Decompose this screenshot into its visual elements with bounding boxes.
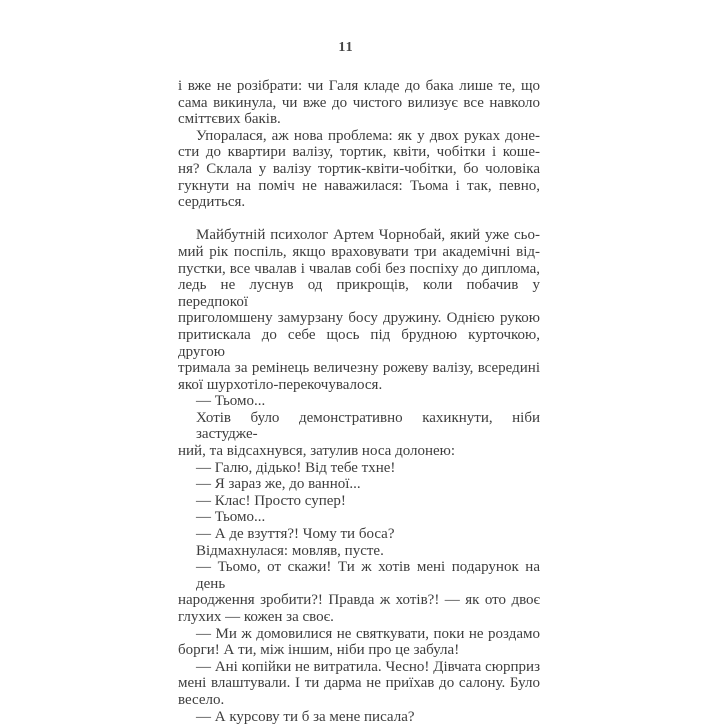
text-line: сти до квартири валізу, тортик, квіти, чобітки і коше-: [178, 144, 540, 161]
paragraph: [178, 509, 540, 526]
text-line: Майбутній психолог Артем Чорнобай, який уже сьо-: [196, 227, 540, 244]
text-line: Упоралася, аж нова проблема: як у двох руках доне-: [196, 127, 540, 144]
text-line: ний, та відсахнувся, затулив носа долонею:: [178, 443, 456, 460]
text-line: — Клас! Просто супер!: [196, 492, 346, 509]
text-line: пустки, все чвалав і чвалав собі без поспіху до диплома,: [178, 260, 540, 277]
text-line: весело.: [178, 691, 225, 708]
paragraph: [178, 626, 540, 659]
text-line: Відмахнулася: мовляв, пусте.: [196, 542, 384, 559]
text-line: Хотів було демонстративно кахикнути, ніби застудже-: [196, 409, 540, 443]
text-column: [178, 78, 540, 725]
paragraph: [178, 476, 540, 493]
text-line: — Тьомо...: [196, 509, 266, 526]
text-line: — Ані копійки не витратила. Чесно! Дівчата сюрприз: [196, 658, 540, 675]
text-line: приголомшену замурзану босу дружину. Однією рукою: [178, 310, 540, 327]
paragraph: [178, 709, 540, 725]
text-line: — Тьомо...: [196, 393, 266, 410]
paragraph: [178, 128, 540, 211]
paragraph: [178, 393, 540, 410]
paragraph: [178, 78, 540, 128]
text-line: сміттєвих баків.: [178, 111, 281, 128]
paragraph: [178, 227, 540, 393]
paragraph: [178, 543, 540, 560]
text-line: глухих — кожен за своє.: [178, 609, 334, 625]
text-line: борги! А ти, між іншим, ніби про це забула!: [178, 642, 460, 659]
text-line: — А де взуття?! Чому ти боса?: [196, 526, 395, 543]
paragraph: [178, 659, 540, 709]
paragraph: [178, 526, 540, 543]
page-number: 11: [338, 40, 354, 55]
text-line: і вже не розібрати: чи Галя кладе до бака лише те, що: [178, 78, 540, 94]
text-line: тримала за ремінець величезну рожеву валізу, всередині: [178, 360, 540, 377]
paragraph: [178, 460, 540, 477]
text-line: сама викинула, чи вже до чистого вилизує все навколо: [178, 94, 540, 111]
text-line: якої шурхотіло-перекочувалося.: [178, 376, 383, 393]
text-line: — Ми ж домовилися не святкувати, поки не роздамо: [196, 625, 540, 642]
text-line: ледь не луснув од прикрощів, коли побачив у передпокої: [178, 277, 540, 310]
text-line: сердиться.: [178, 194, 246, 211]
paragraph: [178, 559, 540, 625]
paragraph: [178, 493, 540, 510]
text-line: ня? Склала у валізу тортик-квіти-чобітки, бо чоловіка: [178, 160, 540, 177]
text-line: гукнути на поміч не наважилася: Тьома і так, певно,: [178, 177, 540, 194]
text-line: мені влаштували. І ти дарма не приїхав до салону. Було: [178, 675, 540, 692]
text-line: — Я зараз же, до ванної...: [196, 476, 361, 493]
text-line: — А курсову ти б за мене писала?: [196, 708, 415, 725]
text-line: — Тьомо, от скажи! Ти ж хотів мені подарунок на день: [196, 559, 540, 592]
text-line: народження зробити?! Правда ж хотів?! — як ото двоє: [178, 592, 540, 609]
text-line: мий рік поспіль, якщо враховувати три академічні від-: [178, 243, 540, 260]
text-line: притискала до себе щось під брудною курточкою, другою: [178, 326, 540, 360]
text-line: — Галю, дідько! Від тебе тхне!: [196, 459, 396, 476]
paragraph: [178, 410, 540, 460]
